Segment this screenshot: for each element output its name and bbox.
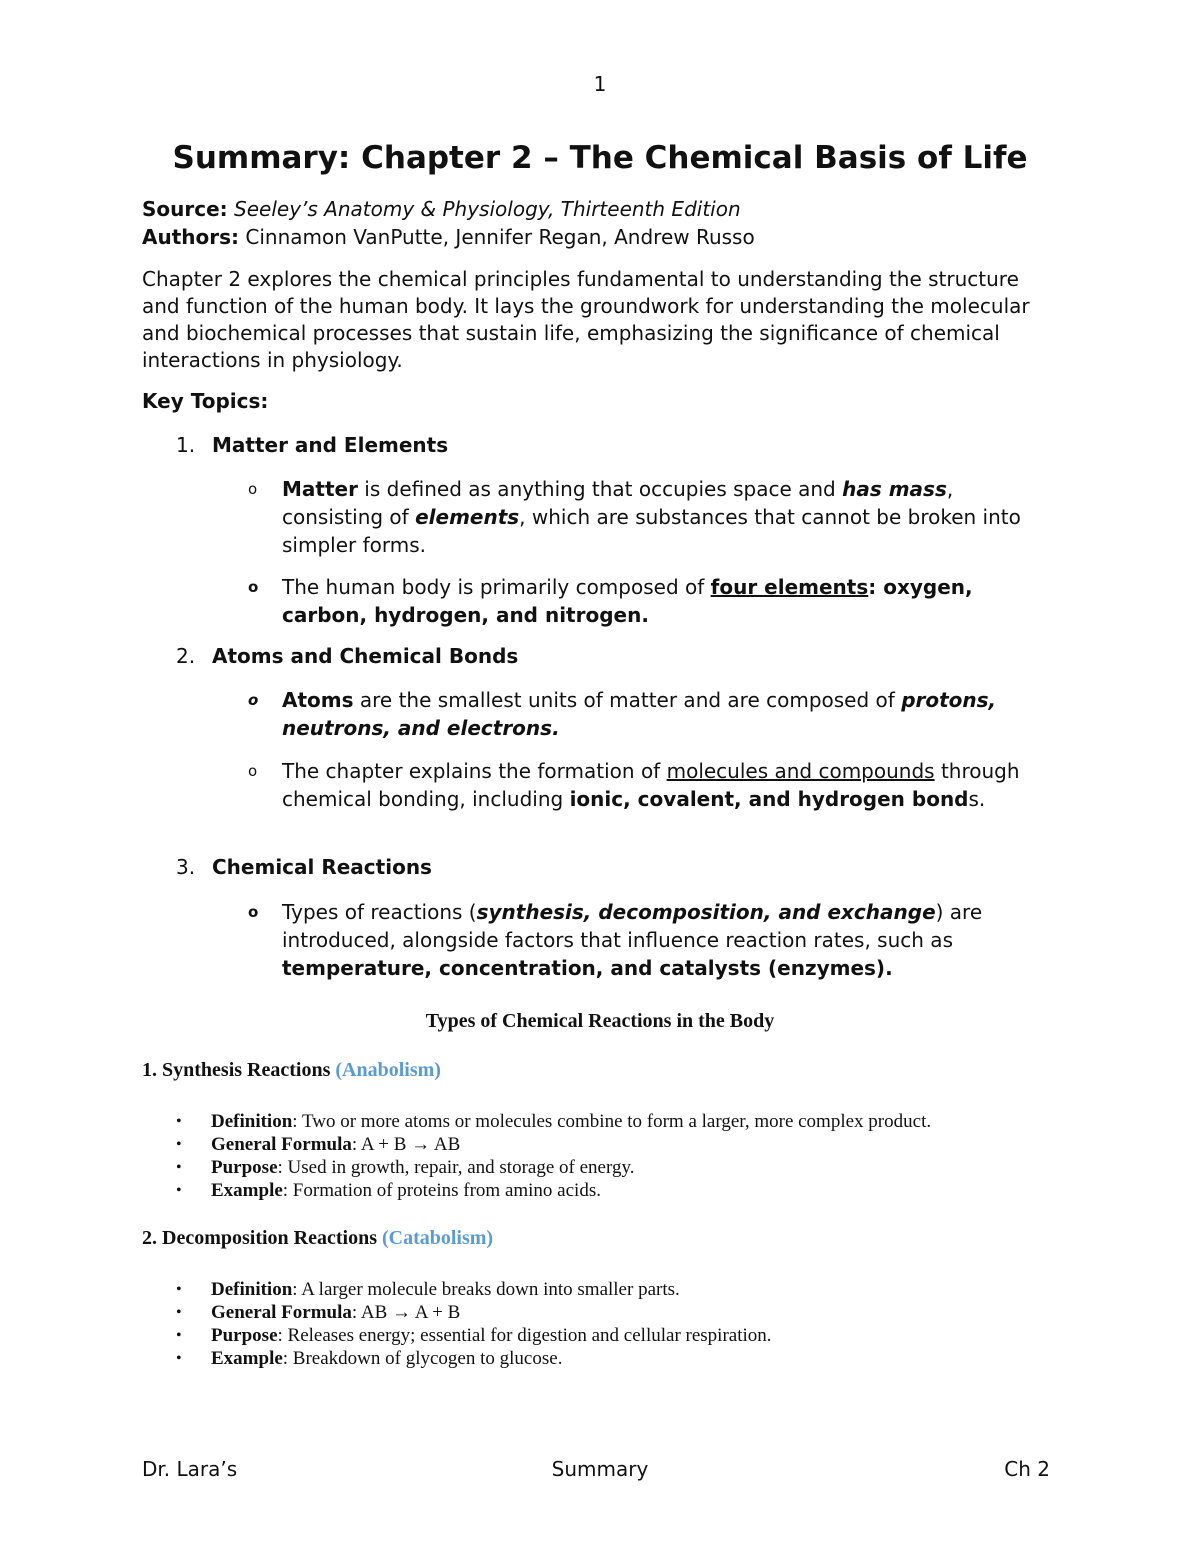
circle-bullet-icon: o	[248, 691, 259, 709]
list-item	[176, 1133, 931, 1156]
circle-bullet-icon: o	[248, 762, 258, 780]
source-label: Source:	[142, 197, 228, 221]
topic-heading-atoms	[176, 644, 518, 668]
synthesis-bullet-list	[176, 1110, 931, 1202]
reaction-title-decomposition	[142, 1227, 493, 1250]
bullet-text: : A + B → AB	[351, 1134, 461, 1155]
topic-item-text	[282, 573, 1048, 629]
bullet-label: General Formula	[211, 1134, 352, 1155]
text-run: s.	[968, 787, 986, 811]
topic-item	[248, 757, 1048, 813]
text-run: through chemical bonding, including	[282, 759, 1020, 811]
circle-bullet-icon: o	[248, 480, 258, 498]
source-line	[142, 195, 741, 223]
term-bond-types: ionic, covalent, and hydrogen bond	[569, 787, 969, 811]
footer-left: Dr. Lara’s	[142, 1457, 238, 1481]
reaction-accent: (Catabolism)	[381, 1227, 494, 1249]
intro-paragraph: Chapter 2 explores the chemical principles fundamental to understanding the structure and function of the human body. It lays the groundwork for understanding the molecular and biochemical processes that sustain life, emphasizing the significance of chemical interactions in physiology.	[142, 267, 1030, 372]
text-run: , which are substances that cannot be broken into simpler forms.	[282, 505, 1021, 557]
circle-bullet-icon: o	[248, 578, 259, 596]
text-run: :	[868, 575, 884, 599]
topic-title: Matter and Elements	[212, 433, 449, 457]
section-title: Types of Chemical Reactions in the Body	[425, 1010, 775, 1032]
bullet-text: : A larger molecule breaks down into smaller parts.	[292, 1279, 680, 1300]
text-run: are the smallest units of matter and are composed of	[353, 688, 902, 712]
topic-heading-matter	[176, 433, 448, 457]
text-run: is defined as anything that occupies space and	[357, 477, 843, 501]
topic-item-text	[282, 686, 1048, 742]
bullet-label: Example	[211, 1180, 283, 1201]
reaction-title-synthesis	[142, 1059, 441, 1082]
term-has-mass: has mass	[842, 477, 947, 501]
topic-title: Chemical Reactions	[212, 855, 432, 879]
bullet-label: General Formula	[211, 1302, 352, 1323]
bullet-text: : AB → A + B	[351, 1302, 461, 1323]
footer-right: Ch 2	[1004, 1457, 1050, 1481]
list-item	[176, 1324, 772, 1347]
bullet-text: : Breakdown of glycogen to glucose.	[282, 1348, 563, 1369]
key-topics-heading: Key Topics:	[142, 389, 269, 413]
topic-item-text	[282, 757, 1048, 813]
authors-line	[142, 223, 755, 251]
bullet-icon: •	[176, 1281, 182, 1298]
bullet-text: : Used in growth, repair, and storage of energy.	[277, 1157, 635, 1178]
topic-number: 2.	[176, 644, 196, 668]
list-item	[176, 1179, 931, 1202]
topic-item	[248, 686, 1048, 742]
reaction-title-text: 1. Synthesis Reactions	[142, 1059, 331, 1081]
term-element-list: oxygen, carbon, hydrogen, and nitrogen.	[282, 575, 973, 627]
term-elements: elements	[415, 505, 520, 529]
text-run: The human body is primarily composed of	[282, 575, 711, 599]
bullet-label: Definition	[211, 1111, 293, 1132]
reaction-title-text: 2. Decomposition Reactions	[142, 1227, 377, 1249]
bullet-label: Definition	[211, 1279, 293, 1300]
bullet-icon: •	[176, 1327, 182, 1344]
authors-label: Authors:	[142, 225, 240, 249]
topic-number: 3.	[176, 855, 196, 879]
bullet-text: : Formation of proteins from amino acids.	[282, 1180, 601, 1201]
term-atoms: Atoms	[282, 688, 354, 712]
bullet-icon: •	[176, 1159, 182, 1176]
bullet-icon: •	[176, 1182, 182, 1199]
footer-center: Summary	[551, 1457, 649, 1481]
bullet-label: Purpose	[211, 1325, 278, 1346]
text-run: ) are introduced, alongside factors that influence reaction rates, such as	[282, 900, 983, 952]
bullet-icon: •	[176, 1304, 182, 1321]
topic-number: 1.	[176, 433, 196, 457]
reaction-accent: (Anabolism)	[335, 1059, 441, 1081]
text-run: Types of reactions (	[282, 900, 477, 924]
list-item	[176, 1110, 931, 1133]
bullet-label: Example	[211, 1348, 283, 1369]
list-item	[176, 1278, 772, 1301]
bullet-text: : Releases energy; essential for digestion and cellular respiration.	[277, 1325, 772, 1346]
source-value: Seeley’s Anatomy & Physiology, Thirteenth Edition	[234, 197, 741, 221]
term-rate-factors: temperature, concentration, and catalysts (enzymes).	[282, 956, 893, 980]
topic-heading-reactions	[176, 855, 432, 879]
bullet-icon: •	[176, 1136, 182, 1153]
document-title: Summary: Chapter 2 – The Chemical Basis of Life	[172, 140, 1028, 176]
authors-value: Cinnamon VanPutte, Jennifer Regan, Andrew Russo	[245, 225, 755, 249]
topic-item-text	[282, 475, 1048, 559]
topic-title: Atoms and Chemical Bonds	[212, 644, 519, 668]
bullet-icon: •	[176, 1350, 182, 1367]
page-number: 1	[593, 72, 607, 96]
list-item	[176, 1347, 772, 1370]
text-run: , consisting of	[282, 477, 954, 529]
term-reaction-types: synthesis, decomposition, and exchange	[476, 900, 936, 924]
term-matter: Matter	[282, 477, 358, 501]
term-subatomic-particles: protons, neutrons, and electrons.	[282, 688, 997, 740]
list-item	[176, 1301, 772, 1324]
text-run: The chapter explains the formation of	[282, 759, 667, 783]
topic-item	[248, 898, 1048, 982]
term-molecules-compounds: molecules and compounds	[666, 759, 935, 783]
decomposition-bullet-list	[176, 1278, 772, 1370]
topic-item	[248, 475, 1048, 559]
bullet-icon: •	[176, 1113, 182, 1130]
bullet-label: Purpose	[211, 1157, 278, 1178]
topic-item	[248, 573, 1048, 629]
circle-bullet-icon: o	[248, 903, 259, 921]
bullet-text: : Two or more atoms or molecules combine to form a larger, more complex product.	[292, 1111, 932, 1132]
topic-item-text	[282, 898, 1048, 982]
term-four-elements: four elements	[710, 575, 869, 599]
list-item	[176, 1156, 931, 1179]
